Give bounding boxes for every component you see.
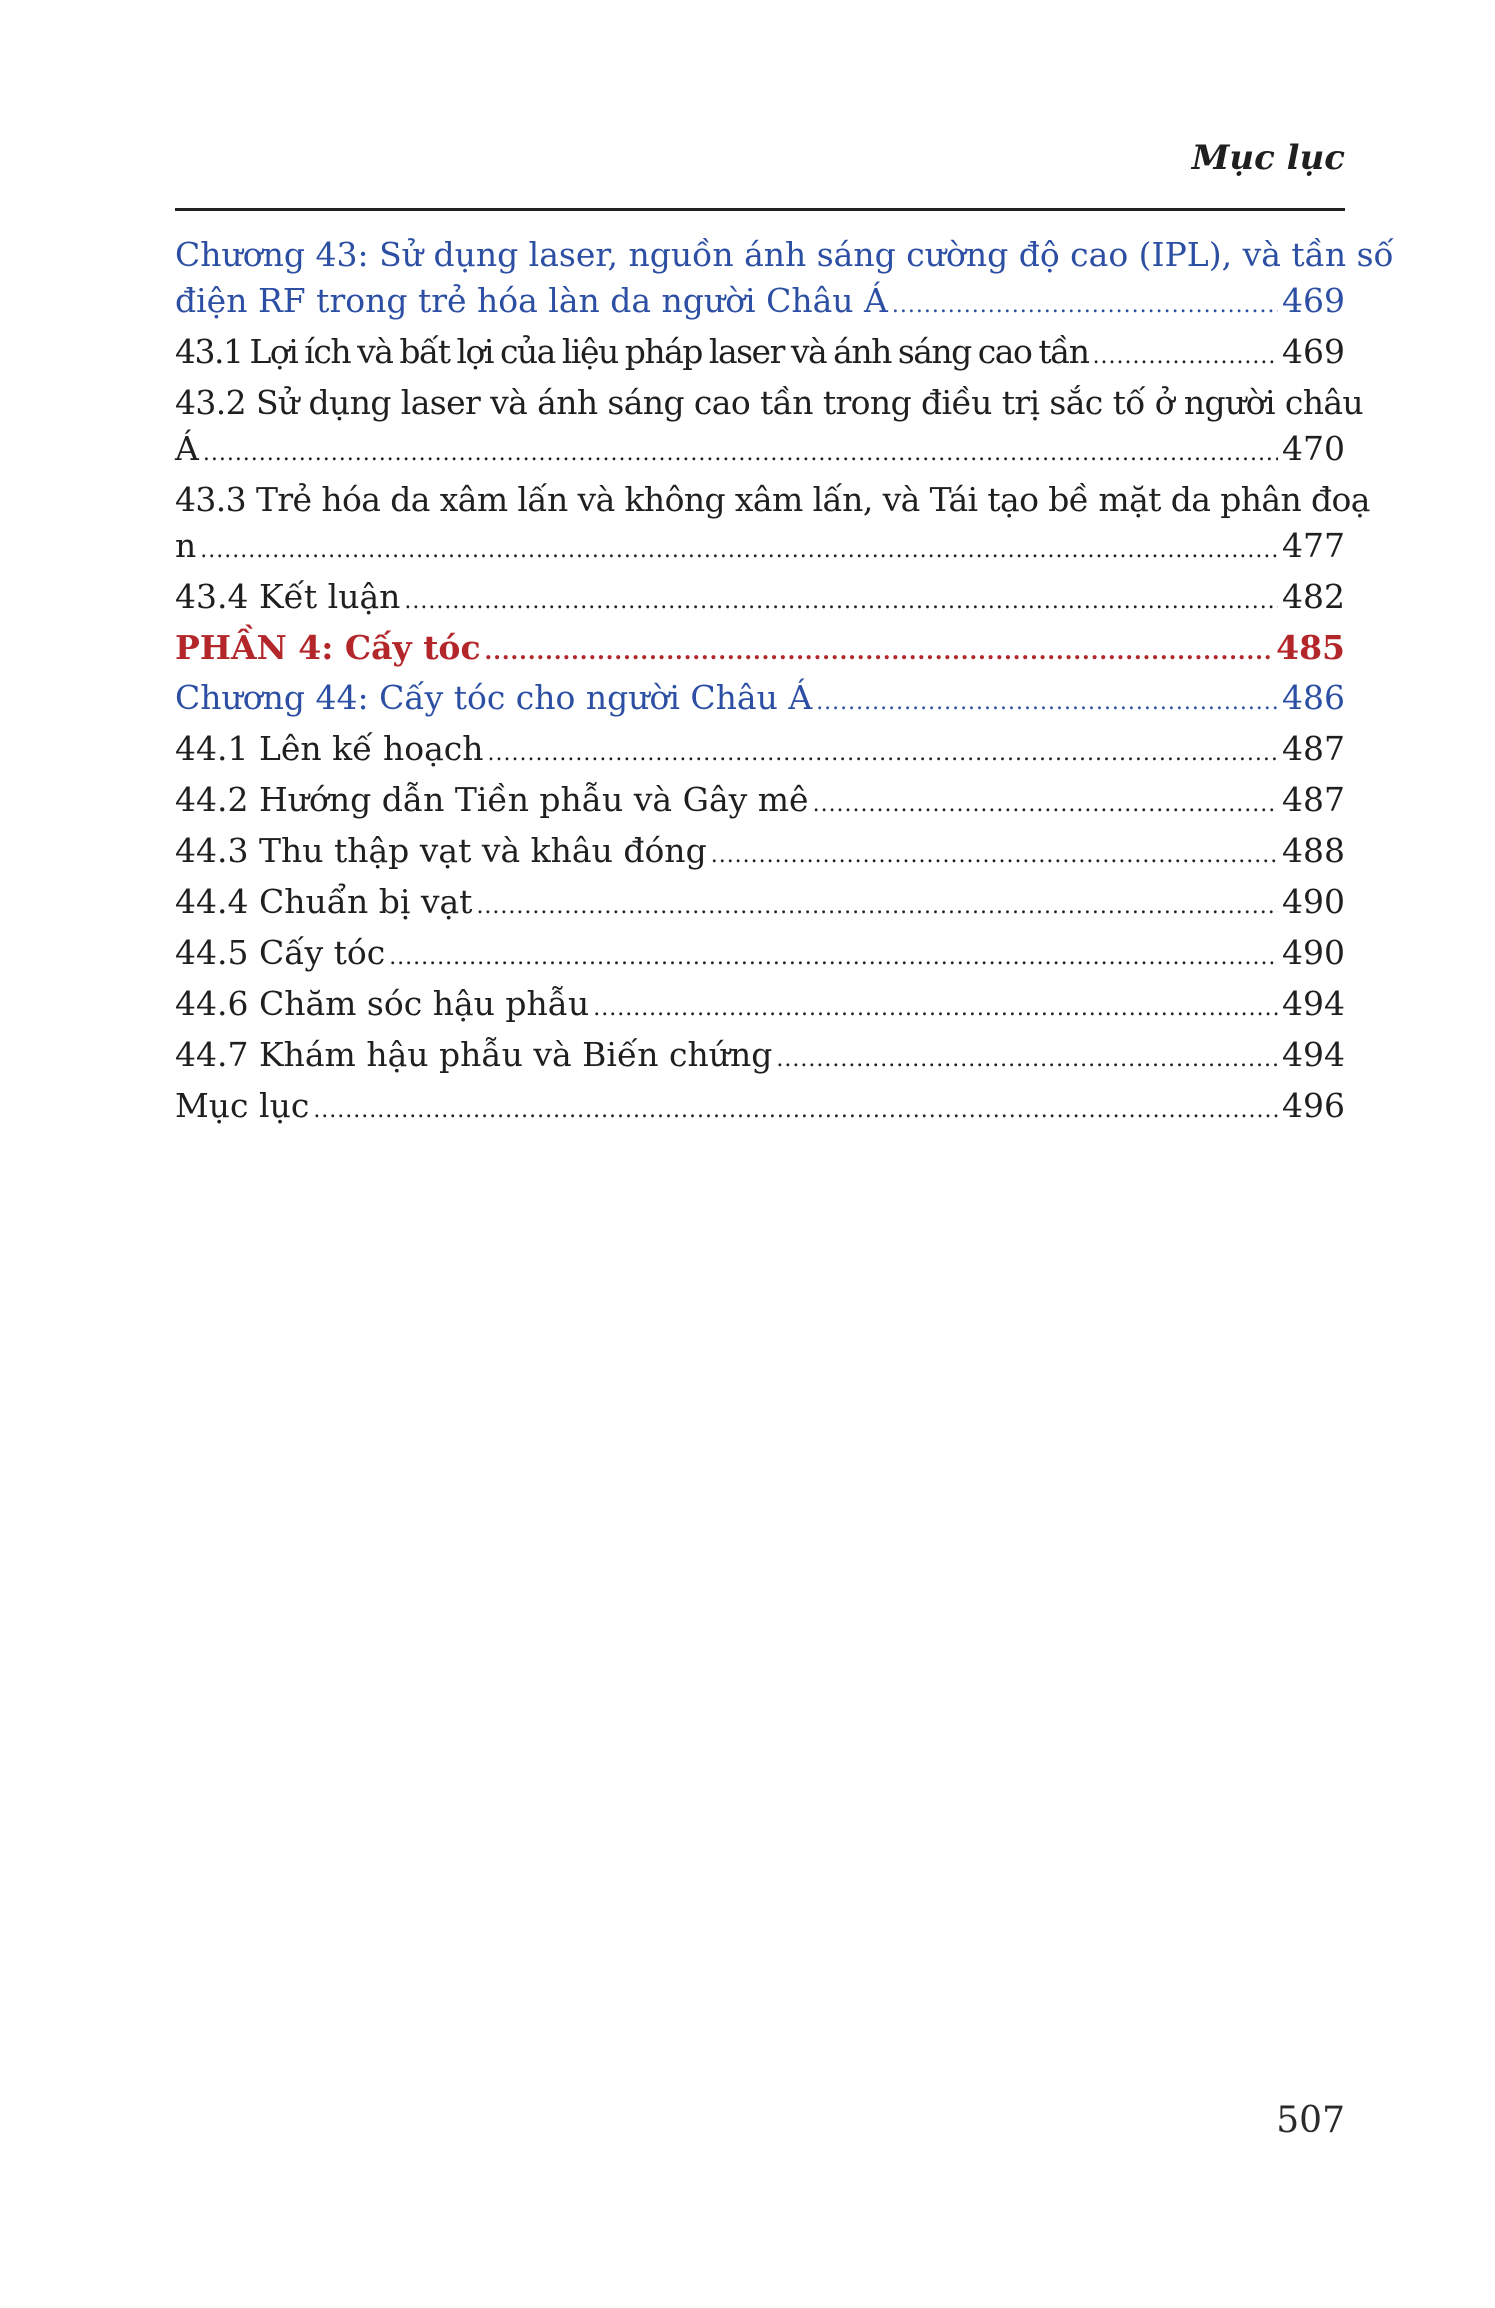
page-number: 507 — [1276, 2100, 1345, 2141]
dot-leader — [711, 828, 1278, 879]
toc-entry-text: PHẦN 4: Cấy tóc — [175, 628, 481, 667]
toc-entry-text: 44.5 Cấy tóc — [175, 933, 386, 972]
toc-page-number: 487 — [1282, 729, 1345, 768]
toc-entry-index[interactable] — [175, 1083, 1345, 1134]
dot-leader — [1093, 329, 1278, 380]
toc-page-number: 486 — [1282, 678, 1345, 717]
toc-entry-text: 44.2 Hướng dẫn Tiền phẫu và Gây mê — [175, 780, 809, 819]
running-header-title: Mục lục — [1191, 138, 1345, 178]
toc-page-number: 496 — [1282, 1086, 1345, 1125]
toc-page-number: 487 — [1282, 780, 1345, 819]
toc-page-number: 490 — [1282, 882, 1345, 921]
toc-page-number: 469 — [1282, 281, 1345, 320]
toc-entry-section-44-5[interactable] — [175, 930, 1345, 981]
dot-leader — [593, 981, 1278, 1032]
toc-entry-text-line1: 43.3 Trẻ hóa da xâm lấn và không xâm lấn, và Tái tạo bề mặt da phân đoạ — [175, 480, 1370, 519]
dot-leader — [404, 574, 1278, 625]
toc-entry-text: 44.7 Khám hậu phẫu và Biến chứng — [175, 1035, 773, 1074]
toc-page-number: 469 — [1282, 332, 1345, 371]
toc-entry-text: 44.1 Lên kế hoạch — [175, 729, 484, 768]
toc-entry-section-43-3[interactable] — [175, 477, 1370, 574]
dot-leader — [389, 930, 1278, 981]
toc-page-number: 482 — [1282, 577, 1345, 616]
toc-page-number: 494 — [1282, 984, 1345, 1023]
toc-entry-text-line1: 43.2 Sử dụng laser và ánh sáng cao tần trong điều trị sắc tố ở người châu — [175, 383, 1364, 422]
dot-leader — [200, 523, 1278, 574]
dot-leader — [776, 1032, 1278, 1083]
toc-entry-text: 43.1 Lợi ích và bất lợi của liệu pháp laser và ánh sáng cao tần — [175, 332, 1089, 371]
toc-entry-part-4[interactable] — [175, 625, 1345, 675]
dot-leader — [816, 675, 1278, 726]
toc-entry-section-44-6[interactable] — [175, 981, 1345, 1032]
toc-entry-text-line1: Chương 43: Sử dụng laser, nguồn ánh sáng cường độ cao (IPL), và tần số — [175, 235, 1394, 274]
toc-entry-text: điện RF trong trẻ hóa làn da người Châu Á — [175, 281, 888, 320]
toc-entry-section-43-4[interactable] — [175, 574, 1345, 625]
toc-page-number: 485 — [1276, 628, 1345, 667]
toc-entry-section-44-2[interactable] — [175, 777, 1345, 828]
toc-page-number: 490 — [1282, 933, 1345, 972]
toc-entry-text: 44.4 Chuẩn bị vạt — [175, 882, 473, 921]
toc-entry-text: 43.4 Kết luận — [175, 577, 401, 616]
toc-page-number: 470 — [1282, 429, 1345, 468]
toc-entry-chapter-44[interactable] — [175, 675, 1345, 726]
toc-entry-text: Chương 44: Cấy tóc cho người Châu Á — [175, 678, 813, 717]
toc-entry-text: Mục lục — [175, 1086, 310, 1125]
toc-entry-section-44-3[interactable] — [175, 828, 1345, 879]
toc-entry-section-44-1[interactable] — [175, 726, 1345, 777]
toc-entry-chapter-43[interactable] — [175, 232, 1394, 329]
dot-leader — [892, 278, 1278, 329]
toc-page-number: 494 — [1282, 1035, 1345, 1074]
dot-leader — [813, 777, 1278, 828]
dot-leader — [476, 879, 1278, 930]
toc-entry-text: 44.3 Thu thập vạt và khâu đóng — [175, 831, 707, 870]
toc-entry-text: 44.6 Chăm sóc hậu phẫu — [175, 984, 590, 1023]
dot-leader — [313, 1083, 1278, 1134]
dot-leader — [485, 625, 1273, 675]
toc-page-number: 488 — [1282, 831, 1345, 870]
header-rule — [175, 208, 1345, 211]
dot-leader — [203, 426, 1278, 477]
toc-entry-section-44-4[interactable] — [175, 879, 1345, 930]
toc-entry-text: Á — [175, 429, 199, 468]
toc-page-number: 477 — [1282, 526, 1345, 565]
toc-entry-section-43-1[interactable] — [175, 329, 1345, 380]
dot-leader — [487, 726, 1278, 777]
toc-entry-section-43-2[interactable] — [175, 380, 1364, 477]
toc-entry-text: n — [175, 526, 197, 565]
toc-entry-section-44-7[interactable] — [175, 1032, 1345, 1083]
table-of-contents — [175, 232, 1394, 1134]
